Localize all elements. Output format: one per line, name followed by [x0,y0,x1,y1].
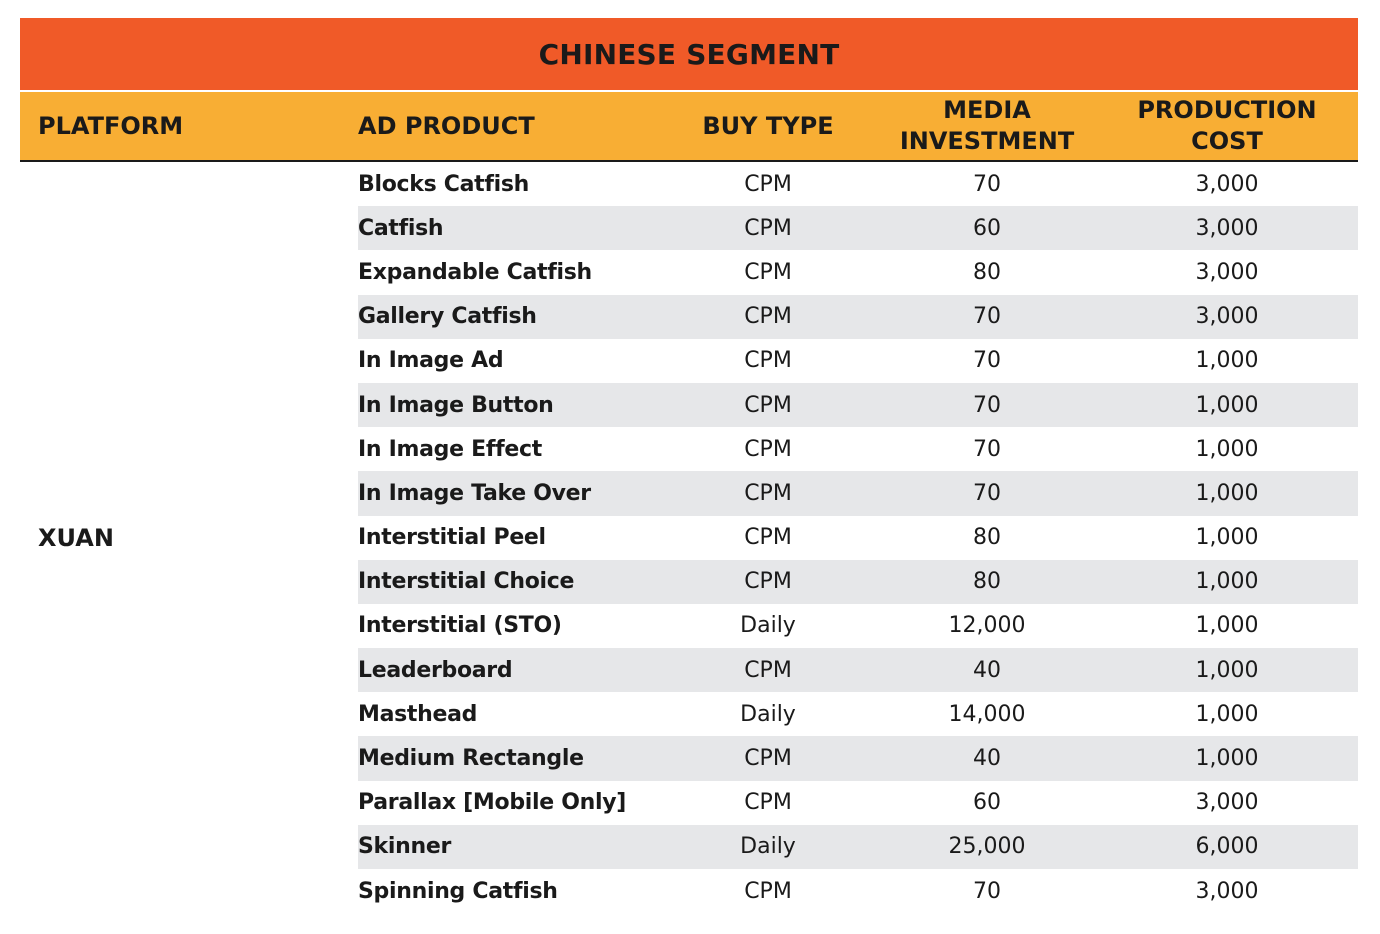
cell-buy-type: CPM [744,304,792,330]
cell-production-cost: 1,000 [1195,348,1259,374]
table-row [358,162,1358,206]
table-row [358,869,1358,913]
cell-ad-product: Medium Rectangle [358,746,584,772]
cell-buy-type: CPM [744,525,792,551]
header-platform: PLATFORM [38,111,184,140]
cell-media-investment: 60 [973,790,1001,816]
cell-media-investment: 80 [973,569,1001,595]
cell-ad-product: Expandable Catfish [358,259,592,285]
cell-media-investment: 12,000 [948,613,1026,639]
cell-media-investment: 25,000 [948,834,1026,860]
cell-ad-product: In Image Effect [358,436,542,462]
cell-buy-type: CPM [744,746,792,772]
cell-production-cost: 1,000 [1195,613,1259,639]
cell-media-investment: 70 [973,171,1001,197]
table-row [358,516,1358,560]
header-production-cost-line2: COST [1191,127,1263,155]
cell-ad-product: In Image Button [358,392,554,418]
cell-buy-type: CPM [744,878,792,904]
cell-media-investment: 80 [973,525,1001,551]
table-row [358,339,1358,383]
cell-media-investment: 70 [973,878,1001,904]
cell-buy-type: CPM [744,171,792,197]
cell-production-cost: 3,000 [1195,215,1259,241]
cell-ad-product: Masthead [358,701,478,727]
cell-buy-type: CPM [744,480,792,506]
cell-ad-product: Blocks Catfish [358,171,530,197]
cell-ad-product: Gallery Catfish [358,304,537,330]
cell-buy-type: Daily [740,613,796,639]
cell-production-cost: 1,000 [1195,701,1259,727]
cell-media-investment: 40 [973,746,1001,772]
cell-ad-product: Interstitial (STO) [358,613,562,639]
cell-buy-type: Daily [740,701,796,727]
cell-production-cost: 3,000 [1195,878,1259,904]
cell-buy-type: CPM [744,569,792,595]
cell-production-cost: 3,000 [1195,790,1259,816]
cell-ad-product: Interstitial Choice [358,569,575,595]
cell-ad-product: In Image Ad [358,348,504,374]
header-media-investment-line1: MEDIA [943,96,1031,124]
header-buy-type: BUY TYPE [702,111,834,140]
cell-production-cost: 1,000 [1195,392,1259,418]
platform-name: XUAN [38,523,114,552]
cell-ad-product: Parallax [Mobile Only] [358,790,627,816]
cell-buy-type: CPM [744,348,792,374]
cell-ad-product: Interstitial Peel [358,525,546,551]
cell-buy-type: CPM [744,392,792,418]
cell-production-cost: 1,000 [1195,525,1259,551]
table-row [358,692,1358,736]
header-media-investment-line2: INVESTMENT [899,127,1075,155]
table-row [358,206,1358,250]
header-media-investment [878,95,1096,157]
table-row [358,736,1358,780]
cell-buy-type: CPM [744,259,792,285]
header-ad-product: AD PRODUCT [358,111,535,140]
cell-media-investment: 80 [973,259,1001,285]
cell-production-cost: 1,000 [1195,436,1259,462]
table-row [358,383,1358,427]
table-row [358,781,1358,825]
cell-ad-product: Catfish [358,215,444,241]
cell-buy-type: Daily [740,834,796,860]
table-title: CHINESE SEGMENT [20,18,1358,90]
cell-ad-product: Spinning Catfish [358,878,558,904]
cell-production-cost: 1,000 [1195,480,1259,506]
cell-media-investment: 60 [973,215,1001,241]
table-row [358,427,1358,471]
table-row [358,648,1358,692]
cell-production-cost: 6,000 [1195,834,1259,860]
cell-media-investment: 70 [973,480,1001,506]
cell-production-cost: 3,000 [1195,171,1259,197]
table-row [358,604,1358,648]
cell-media-investment: 70 [973,436,1001,462]
header-production-cost-line1: PRODUCTION [1137,96,1317,124]
cell-ad-product: In Image Take Over [358,480,591,506]
table-row [358,295,1358,339]
table-header [20,90,1358,162]
header-production-cost [1096,95,1358,157]
cell-production-cost: 1,000 [1195,746,1259,772]
cell-buy-type: CPM [744,436,792,462]
cell-ad-product: Skinner [358,834,452,860]
cell-buy-type: CPM [744,215,792,241]
table-row [358,250,1358,294]
table-row [358,560,1358,604]
cell-buy-type: CPM [744,790,792,816]
pricing-table [20,18,1358,913]
cell-production-cost: 3,000 [1195,304,1259,330]
table-row [358,471,1358,515]
cell-production-cost: 1,000 [1195,657,1259,683]
cell-media-investment: 70 [973,392,1001,418]
cell-media-investment: 40 [973,657,1001,683]
cell-production-cost: 1,000 [1195,569,1259,595]
cell-production-cost: 3,000 [1195,259,1259,285]
cell-media-investment: 70 [973,348,1001,374]
cell-ad-product: Leaderboard [358,657,513,683]
table-body [20,162,1358,913]
table-rows [358,162,1358,913]
cell-buy-type: CPM [744,657,792,683]
cell-media-investment: 70 [973,304,1001,330]
cell-media-investment: 14,000 [948,701,1026,727]
table-row [358,825,1358,869]
